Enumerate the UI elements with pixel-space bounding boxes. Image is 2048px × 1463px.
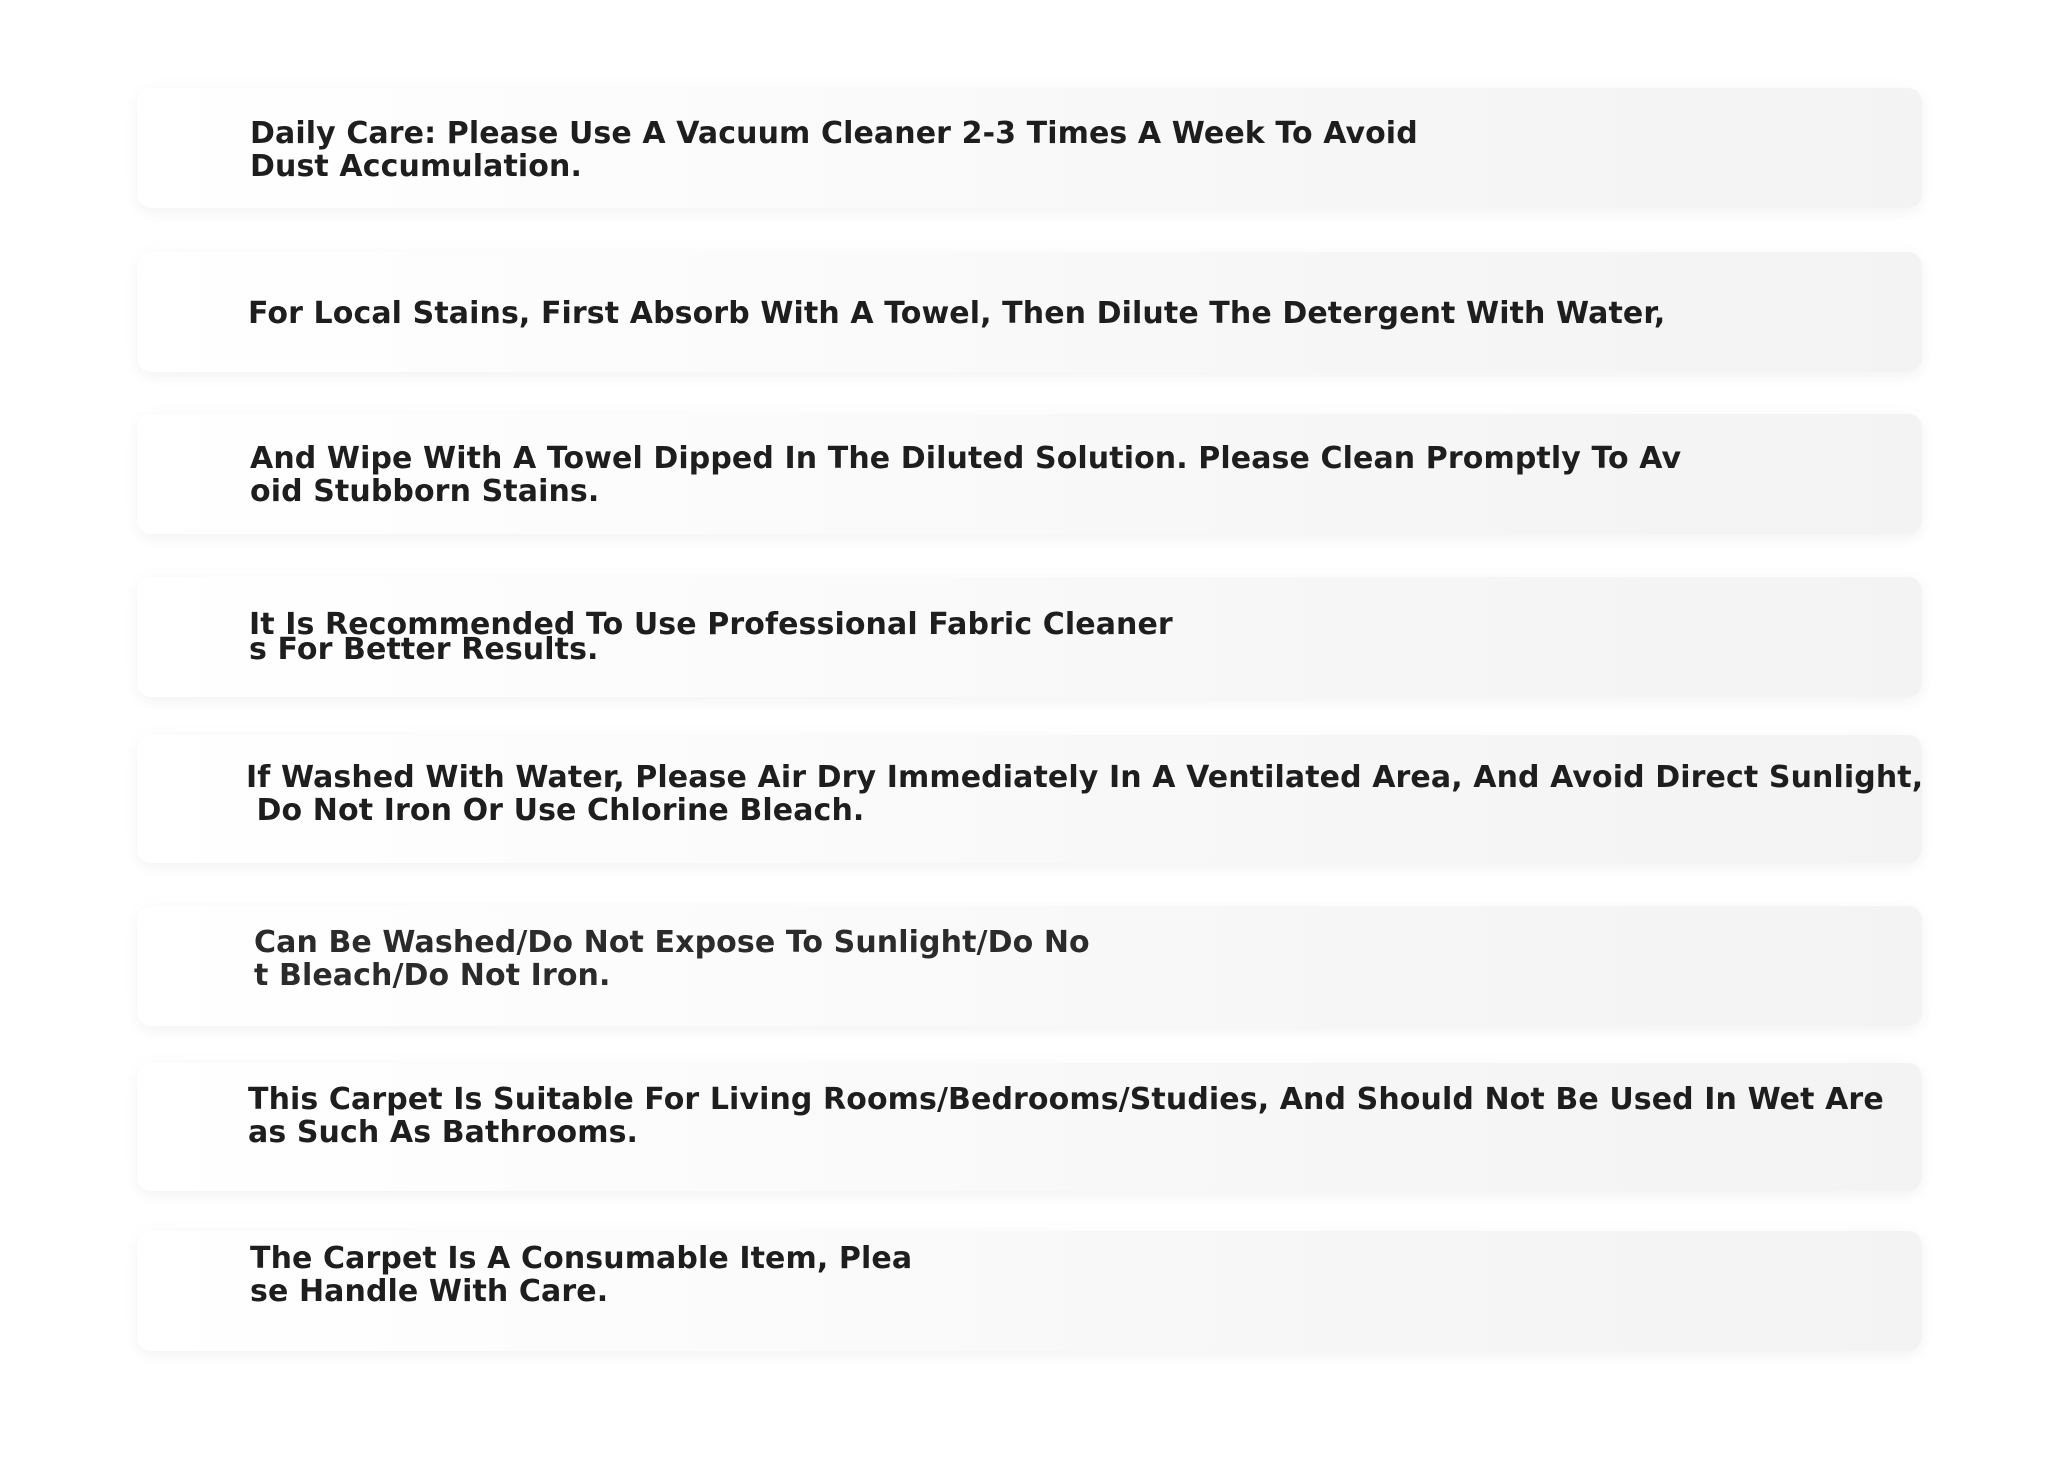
care-text-wash-symbols: Can Be Washed/Do Not Expose To Sunlight/Do No t Bleach/Do Not Iron.	[254, 925, 1090, 993]
care-text-local-stains: For Local Stains, First Absorb With A Towel, Then Dilute The Detergent With Water,	[248, 296, 1666, 331]
care-text-wipe-solution: And Wipe With A Towel Dipped In The Diluted Solution. Please Clean Promptly To Av oid Stubborn Stains.	[250, 441, 1682, 509]
care-card-consumable	[137, 1231, 1922, 1351]
care-card-professional-cleaner	[137, 577, 1922, 697]
care-text-consumable: The Carpet Is A Consumable Item, Plea se Handle With Care.	[250, 1241, 913, 1309]
care-text-daily-care: Daily Care: Please Use A Vacuum Cleaner 2-3 Times A Week To Avoid Dust Accumulation.	[250, 116, 1418, 184]
care-card-daily-care	[137, 88, 1922, 208]
care-card-wash-symbols	[137, 906, 1922, 1026]
care-card-local-stains	[137, 252, 1922, 372]
care-card-suitable-rooms	[137, 1063, 1922, 1191]
care-text-professional-cleaner: It Is Recommended To Use Professional Fabric Cleaner s For Better Results.	[249, 607, 1173, 667]
care-text-suitable-rooms: This Carpet Is Suitable For Living Rooms/Bedrooms/Studies, And Should Not Be Used In Wet Are as Such As Bathrooms.	[248, 1082, 1884, 1150]
care-card-air-dry	[137, 735, 1922, 863]
care-card-wipe-solution	[137, 414, 1922, 534]
care-text-air-dry: If Washed With Water, Please Air Dry Immediately In A Ventilated Area, And Avoid Direct Sunlight, Do Not Iron Or Use Chlorine Bleach.	[246, 760, 1924, 828]
